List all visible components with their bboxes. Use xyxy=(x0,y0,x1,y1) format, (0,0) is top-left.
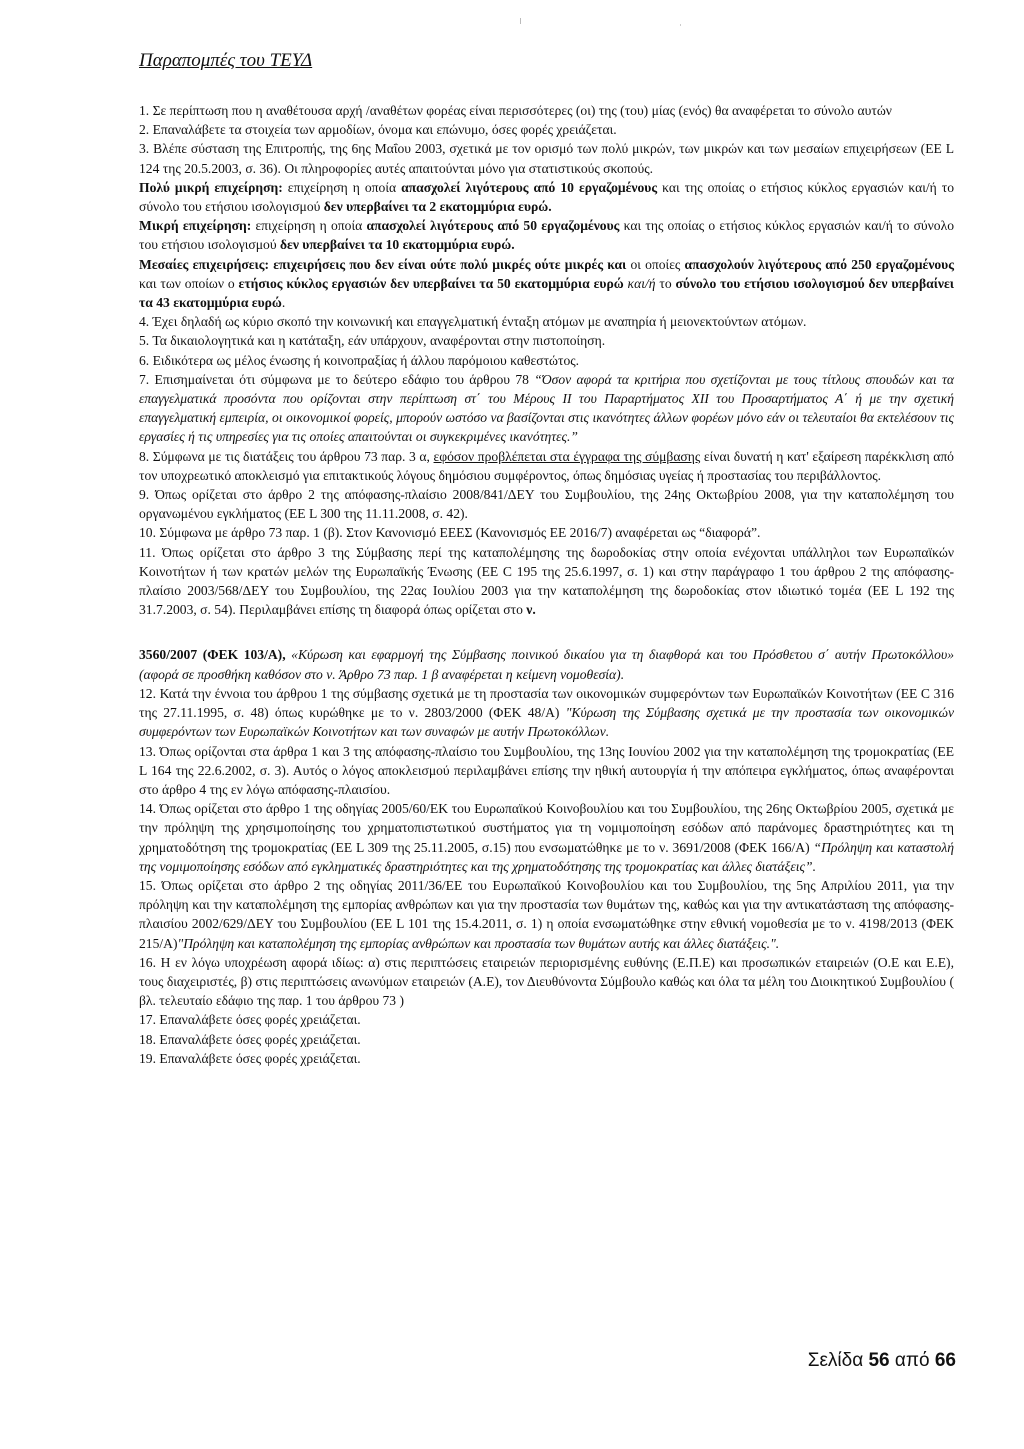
footnote-5: 5. Τα δικαιολογητικά και η κατάταξη, εάν υπάρχουν, αναφέρονται στην πιστοποίηση. xyxy=(139,333,606,349)
underlined-text: εφόσον προβλέπεται στα έγγραφα της σύμβασης xyxy=(433,448,701,464)
text: και των οποίων ο xyxy=(139,275,239,291)
bold-text: ετήσιος κύκλος εργασιών δεν υπερβαίνει τα 50 εκατομμύρια ευρώ xyxy=(238,275,624,291)
footnote-11 xyxy=(139,543,954,620)
medium-label: Μεσαίες επιχειρήσεις: επιχειρήσεις που δεν είναι ούτε πολύ μικρές ούτε μικρές και xyxy=(139,256,627,272)
footnote-9: 9. Όπως ορίζεται στο άρθρο 2 της απόφασης-πλαίσιο 2008/841/ΔΕΥ του Συμβουλίου, της 24ης Οκτωβρίου 2008, για την καταπολέμηση του οργανωμένου εγκλήματος (ΕΕ L 300 της 11.11.2008, σ. 42). xyxy=(139,487,954,522)
footnote-10: 10. Σύμφωνα με άρθρο 73 παρ. 1 (β). Στον Κανονισμό ΕΕΕΣ (Κανονισμός ΕΕ 2016/7) αναφέρεται ως “διαφορά”. xyxy=(139,525,761,541)
footnote-7 xyxy=(139,370,954,447)
text: 14. Όπως ορίζεται στο άρθρο 1 της οδηγίας 2005/60/ΕΚ του Ευρωπαϊκού Κοινοβουλίου και του Συμβουλίου, της 26ης Οκτωβρίου 2005, σχετικά με την πρόληψη της χρησιμοποίησης του χρηματοπιστωτικού συστήματος για τη νομιμοποίηση εσόδων από παράνομες δραστηριότητες και τη χρηματοδότηση της τρομοκρατίας (ΕΕ L 309 της 25.11.2005, σ.15) που ενσωματώθηκε με το ν. 3691/2008 (ΦΕΚ 166/Α) xyxy=(139,801,954,855)
italic-text: “Πρόληψη και καταστολή της νομιμοποίησης εσόδων από εγκληματικές δραστηριότητες και της χρηματοδότησης της τρομοκρατίας και άλλες διατάξεις”. xyxy=(139,839,954,874)
law-reference: 3560/2007 (ΦΕΚ 103/Α), xyxy=(139,647,286,663)
text: επιχείρηση η οποία xyxy=(251,218,367,234)
text: και της οποίας ο ετήσιος κύκλος εργασιών και/ή το σύνολο του ετήσιου ισολογισμού xyxy=(139,179,955,215)
scan-mark xyxy=(680,24,681,26)
bold-text: απασχολεί λιγότερους από 50 εργαζομένους xyxy=(366,218,620,234)
footnote-17: 17. Επαναλάβετε όσες φορές χρειάζεται. xyxy=(139,1012,361,1028)
page-prefix: Σελίδα xyxy=(807,1350,864,1371)
medium-enterprise-definition xyxy=(139,255,954,313)
text: και της οποίας ο ετήσιος κύκλος εργασιών και/ή το σύνολο του ετήσιου ισολογισμού xyxy=(139,218,954,253)
footnote-18: 18. Επαναλάβετε όσες φορές χρειάζεται. xyxy=(139,1031,361,1047)
footnote-12 xyxy=(139,684,954,742)
text: 7. Επισημαίνεται ότι σύμφωνα με το δεύτερο εδάφιο του άρθρου 78 xyxy=(139,371,535,387)
page-title: Παραπομπές του ΤΕΥΔ xyxy=(139,50,313,71)
text: επιχείρηση η οποία xyxy=(282,179,402,195)
italic-text: και/ή xyxy=(623,275,656,291)
bold-text: απασχολούν λιγότερους από 250 εργαζομένους xyxy=(684,256,954,272)
small-enterprise-definition xyxy=(139,216,954,254)
text: 12. Κατά την έννοια του άρθρου 1 της σύμβασης σχετικά με τη προστασία των οικονομικών συμφερόντων των Ευρωπαϊκών Κοινοτήτων (ΕΕ C 316 της 27.11.1995, σ. 48) όπως κυρώθηκε με το ν. 2803/2000 (ΦΕΚ 48/Α) xyxy=(139,685,954,721)
footnote-8 xyxy=(139,447,954,485)
scan-mark xyxy=(520,18,521,24)
footnote-6: 6. Ειδικότερα ως μέλος ένωσης ή κοινοπραξίας ή άλλου παρόμοιου καθεστώτος. xyxy=(139,352,580,368)
text: 15. Όπως ορίζεται στο άρθρο 2 της οδηγίας 2011/36/ΕΕ του Ευρωπαϊκού Κοινοβουλίου και του Συμβουλίου, της 5ης Απριλίου 2011, για την πρόληψη και την καταπολέμηση της εμπορίας ανθρώπων και για την προστασία των θυμάτων της, καθώς και για την αντικατάσταση της απόφασης-πλαισίου 2002/629/ΔΕΥ του Συμβουλίου (ΕΕ L 101 της 15.4.2011, σ. 1) η οποία ενσωματώθηκε στην εθνική νομοθεσία με το ν. 4198/2013 (ΦΕΚ 215/Α) xyxy=(139,877,954,951)
very-small-enterprise-definition xyxy=(139,178,954,216)
bold-text: ν. xyxy=(526,602,536,618)
current-page: 56 xyxy=(868,1350,890,1371)
text: 8. Σύμφωνα με τις διατάξεις του άρθρου 73 παρ. 3 α, xyxy=(139,448,434,464)
bold-text: δεν υπερβαίνει τα 2 εκατομμύρια ευρώ. xyxy=(323,199,552,215)
text: το xyxy=(655,275,676,291)
law-title: «Κύρωση και εφαρμογή της Σύμβασης ποινικού δικαίου για τη διαφθορά και του Πρόσθετου σ΄ αυτήν Πρωτοκόλλου» (αφορά σε προσθήκη καθόσον στο ν. Άρθρο 73 παρ. 1 β αναφέρεται η κείμενη νομοθεσία). xyxy=(139,647,955,682)
italic-text: "Κύρωση της Σύμβασης σχετικά με την προστασία των οικονομικών συμφερόντων των Ευρωπαϊκών Κοινοτήτων και των συναφών με αυτήν Πρωτοκόλλων. xyxy=(139,705,954,740)
text: . xyxy=(281,295,286,311)
footnote-1: 1. Σε περίπτωση που η αναθέτουσα αρχή /αναθέτων φορέας είναι περισσότερες (οι) της (του) μίας (ενός) θα αναφέρεται το σύνολο αυτών xyxy=(139,103,892,118)
page-number xyxy=(808,1350,956,1372)
text: οι οποίες xyxy=(626,256,685,272)
bold-text: σύνολο του ετήσιου ισολογισμού δεν υπερβαίνει τα 43 εκατομμύρια ευρώ xyxy=(139,275,955,311)
footnote-15 xyxy=(139,876,954,953)
footnote-2: 2. Επαναλάβετε τα στοιχεία των αρμοδίων, όνομα και επώνυμο, όσες φορές χρειάζεται. xyxy=(139,122,617,138)
page-of: από xyxy=(894,1350,930,1371)
bold-text: δεν υπερβαίνει τα 10 εκατομμύρια ευρώ. xyxy=(279,237,515,253)
footnote-14 xyxy=(139,799,954,876)
bold-text: απασχολεί λιγότερους από 10 εργαζομένους xyxy=(401,179,658,195)
text: 11. Όπως ορίζεται στο άρθρο 3 της Σύμβασης περί της καταπολέμησης της δωροδοκίας στην οποία ενέχονται υπάλληλοι των Ευρωπαϊκών Κοινοτήτων ή των κρατών μελών της Ευρωπαϊκής Ένωσης (ΕΕ C 195 της 25.6.1997, σ. 1) και στην παράγραφο 1 του άρθρου 2 της απόφασης-πλαίσιο 2003/568/ΔΕΥ του Συμβουλίου, της 22ας Ιουλίου 2003 για την καταπολέμηση της δωροδοκίας στον ιδιωτικό τομέα (ΕΕ L 192 της 31.7.2003, σ. 54). Περιλαμβάνει επίσης τη διαφορά όπως ορίζεται στο xyxy=(139,544,954,618)
footnote-19: 19. Επαναλάβετε όσες φορές χρειάζεται. xyxy=(139,1050,361,1066)
small-label: Μικρή επιχείρηση: xyxy=(139,218,252,234)
italic-quote: “Όσον αφορά τα κριτήρια που σχετίζονται με τους τίτλους σπουδών και τα επαγγελματικά προσόντα που ορίζονται στην περίπτωση στ΄ του Μέρους ΙΙ του Παραρτήματος XII του Προσαρτήματος Α΄ ή με την σχετική επαγγελματική εμπειρία, οι οικονομικοί φορείς, μπορούν ωστόσο να βασίζονται στις ικανότητες άλλων φορέων μόνο εάν οι τελευταίοι θα εκτελέσουν τις εργασίες ή τις υπηρεσίες για τις οποίες απαιτούνται οι συγκεκριμένες ικανότητες.” xyxy=(139,371,955,445)
footnote-4: 4. Έχει δηλαδή ως κύριο σκοπό την κοινωνική και επαγγελματική ένταξη ατόμων με αναπηρία ή μειονεκτούντων ατόμων. xyxy=(139,314,807,330)
very-small-label: Πολύ μικρή επιχείρηση: xyxy=(139,179,283,195)
text: είναι δυνατή η κατ' εξαίρεση παρέκκλιση από τον υποχρεωτικό αποκλεισμό για επιτακτικούς λόγους δημόσιου συμφέροντος, όπως δημόσιας υγείας ή προστασίας του περιβάλλοντος. xyxy=(139,448,954,483)
footnote-13: 13. Όπως ορίζονται στα άρθρα 1 και 3 της απόφασης-πλαίσιο του Συμβουλίου, της 13ης Ιουνίου 2002 για την καταπολέμηση της τρομοκρατίας (ΕΕ L 164 της 22.6.2002, σ. 3). Αυτός ο λόγος αποκλεισμού περιλαμβάνει επίσης την ηθική αυτουργία ή την απόπειρα εγκλήματος, όπως αναφέρονται στο άρθρο 4 της εν λόγω απόφασης-πλαισίου. xyxy=(139,743,954,797)
footnotes-body xyxy=(139,101,954,1068)
footnote-3: 3. Βλέπε σύσταση της Επιτροπής, της 6ης Μαΐου 2003, σχετικά με τον ορισμό των πολύ μικρών, των μικρών και των μεσαίων επιχειρήσεων (ΕΕ L 124 της 20.5.2003, σ. 36). Οι πληροφορίες αυτές απαιτούνται μόνο για στατιστικούς σκοπούς. xyxy=(139,141,954,176)
italic-text: "Πρόληψη και καταπολέμηση της εμπορίας ανθρώπων και προστασία των θυμάτων αυτής και άλλες διατάξεις.". xyxy=(177,935,780,951)
footnote-16: 16. Η εν λόγω υποχρέωση αφορά ιδίως: α) στις περιπτώσεις εταιρειών περιορισμένης ευθύνης (Ε.Π.Ε) και προσωπικών εταιρειών (Ο.Ε και Ε.Ε), τους διαχειριστές, β) στις περιπτώσεις ανωνύμων εταιρειών (Α.Ε), τον Διευθύνοντα Σύμβουλο καθώς και όλα τα μέλη του Διοικητικού Συμβουλίου ( βλ. τελευταίο εδάφιο της παρ. 1 του άρθρου 73 ) xyxy=(139,954,954,1009)
law-3560-2007 xyxy=(139,645,954,683)
total-pages: 66 xyxy=(934,1350,956,1371)
